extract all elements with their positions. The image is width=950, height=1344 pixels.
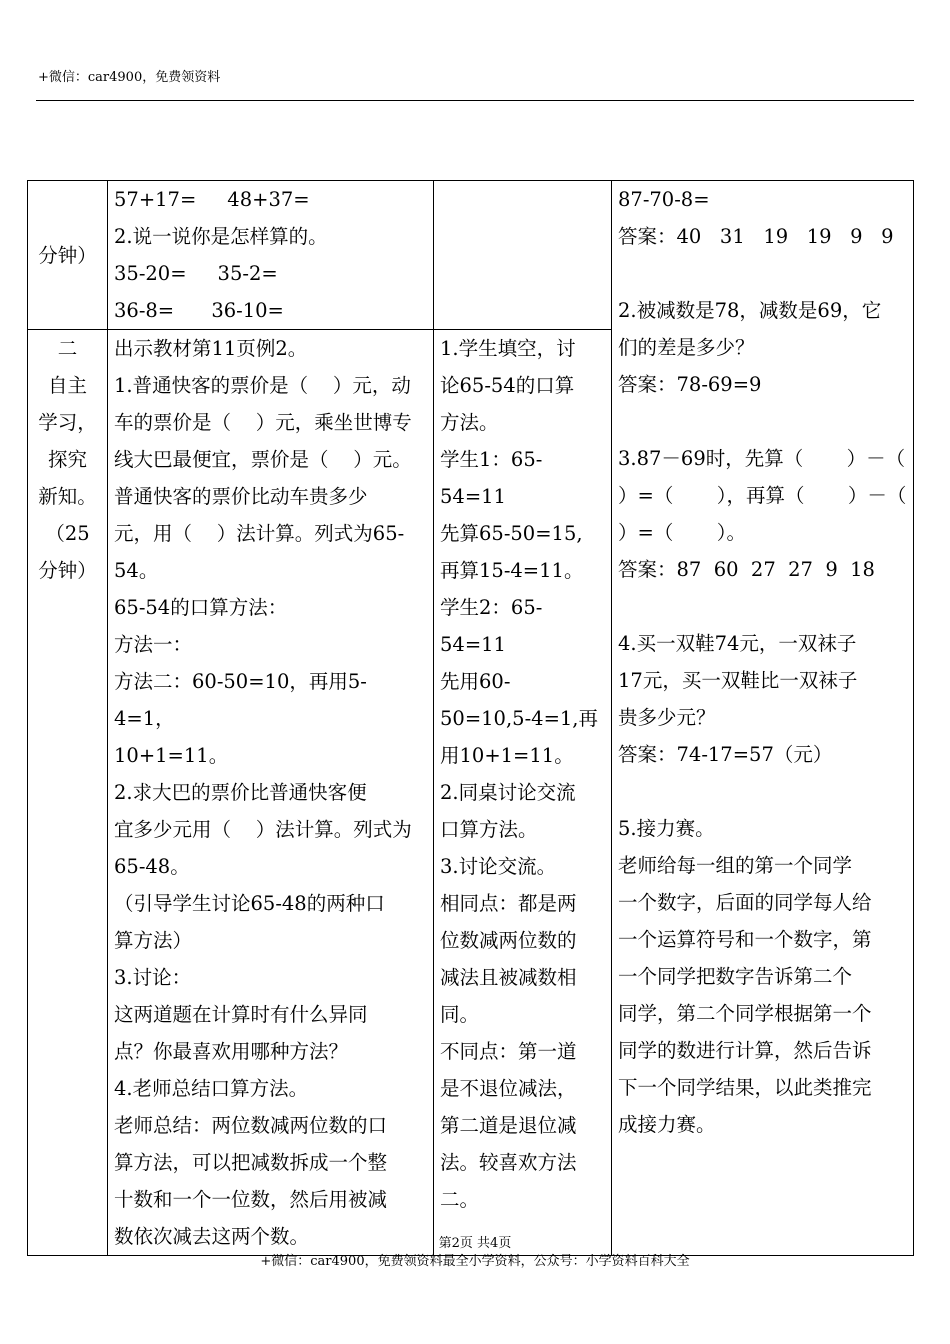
cell-line: 减法且被减数相	[440, 966, 577, 989]
cell-line: 54。	[114, 559, 159, 582]
cell-line	[618, 403, 907, 440]
cell-line	[618, 588, 907, 625]
cell-line: 分钟）	[38, 243, 97, 267]
cell-line: 探究	[47, 448, 87, 471]
cell-line: 普通快客的票价比动车贵多少	[114, 485, 368, 508]
page-footer: +微信：car4900，免费领资料最全小学资料，公众号：小学资料百科大全	[260, 1254, 690, 1269]
cell-line: 老师总结：两位数减两位数的口	[114, 1114, 388, 1137]
exercise-cell	[612, 181, 914, 1256]
cell-line: 36-8= 36-10=	[114, 299, 284, 322]
cell-line: 位数减两位数的	[440, 929, 577, 952]
cell-line: 3.87－69时，先算（ ）－（	[618, 447, 906, 470]
cell-line: 4.老师总结口算方法。	[114, 1077, 309, 1100]
lesson-table	[27, 180, 914, 1256]
cell-line: 一个同学把数字告诉第二个	[618, 965, 853, 988]
cell-line: 1.学生填空，讨	[440, 337, 576, 360]
cell-line: （25	[45, 522, 90, 545]
cell-line: 成接力赛。	[618, 1113, 716, 1136]
cell-line: 线大巴最便宜，票价是（ ）元。	[114, 448, 412, 471]
cell-line: 算方法，可以把减数拆成一个整	[114, 1151, 388, 1174]
cell-line: 方法。	[440, 411, 499, 434]
cell-line: 2.求大巴的票价比普通快客便	[114, 781, 367, 804]
stage-cell	[28, 330, 108, 1256]
page-number: 第2页 共4页	[438, 1236, 512, 1251]
cell-line: 1.普通快客的票价是（ ）元，动	[114, 374, 411, 397]
cell-line: 下一个同学结果，以此类推完	[618, 1076, 872, 1099]
cell-line: 论65-54的口算	[440, 374, 575, 397]
teacher-activity-cell	[108, 330, 434, 1256]
student-activity-cell	[434, 330, 612, 1256]
page-header: +微信：car4900，免费领资料	[38, 70, 221, 85]
cell-line: 们的差是多少？	[618, 336, 755, 359]
cell-line: 宜多少元用（ ）法计算。列式为	[114, 818, 412, 841]
cell-line: 算方法）	[114, 929, 193, 952]
cell-line: 新知。	[38, 485, 97, 508]
table-row	[28, 181, 914, 330]
cell-line: 54=11	[440, 485, 506, 508]
cell-line: 65-54的口算方法：	[114, 596, 288, 619]
cell-line: 2.说一说你是怎样算的。	[114, 225, 328, 248]
cell-line: 答案：78-69=9	[618, 373, 762, 396]
cell-line: 3.讨论：	[114, 966, 192, 989]
cell-line: 先算65-50=15,	[440, 522, 583, 545]
cell-line: 学生1：65-	[440, 448, 543, 471]
cell-line: 5.接力赛。	[618, 817, 715, 840]
cell-line: 用10+1=11。	[440, 744, 574, 767]
student-activity-cell	[434, 181, 612, 330]
cell-line: 一个数字，后面的同学每人给	[618, 891, 872, 914]
cell-line: 2.被减数是78，减数是69，它	[618, 299, 882, 322]
cell-line: 学生2：65-	[440, 596, 543, 619]
cell-line: 65-48。	[114, 855, 190, 878]
cell-line: 再算15-4=11。	[440, 559, 584, 582]
cell-line: 元，用（ ）法计算。列式为65-	[114, 522, 405, 545]
cell-line: 87-70-8=	[618, 188, 710, 211]
cell-line: 同学的数进行计算，然后告诉	[618, 1039, 872, 1062]
cell-line: 答案：74-17=57（元）	[618, 743, 833, 766]
header-divider	[36, 100, 914, 101]
cell-line: 学习，	[38, 411, 97, 434]
cell-line: 是不退位减法，	[440, 1077, 577, 1100]
cell-line: ）=（ ）。	[618, 521, 746, 544]
cell-line: 方法一：	[114, 633, 193, 656]
cell-line: 法。较喜欢方法	[440, 1151, 577, 1174]
teacher-activity-cell	[108, 181, 434, 330]
cell-line: 口算方法。	[440, 818, 538, 841]
cell-line: 57+17= 48+37=	[114, 188, 310, 211]
cell-line: 出示教材第11页例2。	[114, 337, 308, 360]
cell-line: 方法二：60-50=10，再用5-4=1，	[114, 670, 367, 730]
cell-line: 第二道是退位减	[440, 1114, 577, 1137]
cell-line: 17元，买一双鞋比一双袜子	[618, 669, 858, 692]
cell-line: 10+1=11。	[114, 744, 229, 767]
cell-line: 35-20= 35-2=	[114, 262, 278, 285]
cell-line: 自主	[47, 374, 87, 397]
cell-line: 相同点：都是两	[440, 892, 577, 915]
cell-line: 50=10,5-4=1,再	[440, 707, 599, 730]
cell-line: 这两道题在计算时有什么异同	[114, 1003, 368, 1026]
cell-line: 先用60-	[440, 670, 511, 693]
cell-line: 车的票价是（ ）元，乘坐世博专	[114, 411, 412, 434]
cell-line: 老师给每一组的第一个同学	[618, 854, 853, 877]
cell-line: 答案：87 60 27 27 9 18	[618, 558, 875, 581]
cell-line: 贵多少元？	[618, 706, 716, 729]
cell-line: 3.讨论交流。	[440, 855, 557, 878]
cell-line: 二	[57, 337, 78, 360]
cell-line: 4.买一双鞋74元，一双袜子	[618, 632, 857, 655]
cell-line: 点？你最喜欢用哪种方法？	[114, 1040, 349, 1063]
cell-line	[618, 255, 907, 292]
cell-line: 数依次减去这两个数。	[114, 1225, 310, 1248]
stage-cell	[28, 181, 108, 330]
cell-line: 54=11	[440, 633, 506, 656]
cell-line: 2.同桌讨论交流	[440, 781, 576, 804]
cell-line: 二。	[440, 1188, 480, 1211]
cell-line: ）=（ ），再算（ ）－（	[618, 484, 907, 507]
cell-line: 同学，第二个同学根据第一个	[618, 1002, 872, 1025]
cell-line: 不同点：第一道	[440, 1040, 577, 1063]
cell-line: 一个运算符号和一个数字，第	[618, 928, 872, 951]
cell-line: 同。	[440, 1003, 480, 1026]
cell-line: 十数和一个一位数，然后用被减	[114, 1188, 388, 1211]
cell-line: 分钟）	[38, 559, 97, 582]
cell-line	[618, 773, 907, 810]
cell-line: （引导学生讨论65-48的两种口	[114, 892, 385, 915]
cell-line: 答案：40 31 19 19 9 9	[618, 225, 894, 248]
